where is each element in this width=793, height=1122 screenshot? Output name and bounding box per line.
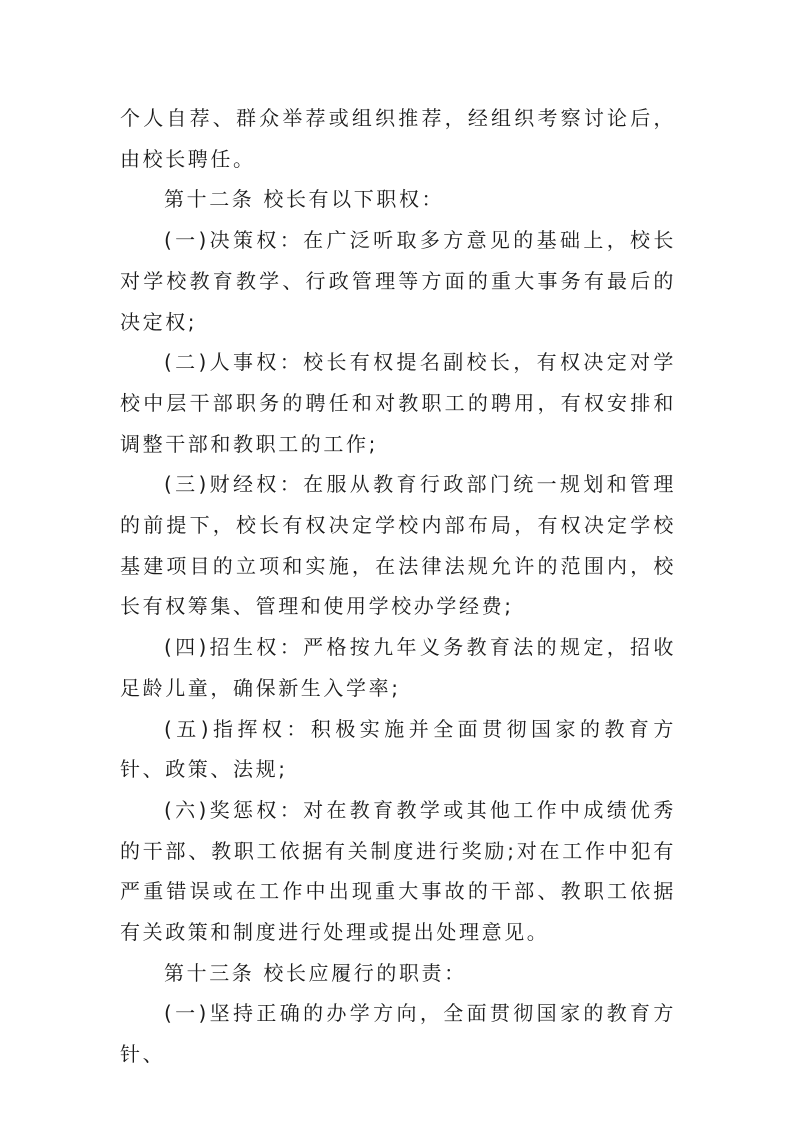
clause-decision-power: (一)决策权：在广泛听取多方意见的基础上，校长对学校教育教学、行政管理等方面的重大事务有最后的决定权; — [120, 228, 676, 334]
clause-reward-punish-power: (六)奖惩权：对在教育教学或其他工作中成绩优秀的干部、教职工依据有关制度进行奖励;对在工作中犯有严重错误或在工作中出现重大事故的干部、教职工依据有关政策和制度进行处理或提出处理意见。 — [120, 797, 676, 945]
clause-personnel-power: (二)人事权：校长有权提名副校长，有权决定对学校中层干部职务的聘任和对教职工的聘用，有权安排和调整干部和教职工的工作; — [120, 350, 676, 456]
clause-command-power: (五)指挥权：积极实施并全面贯彻国家的教育方针、政策、法规; — [120, 716, 676, 782]
document-body — [120, 98, 676, 1075]
clause-enrollment-power: (四)招生权：严格按九年义务教育法的规定，招收足龄儿童，确保新生入学率; — [120, 635, 676, 700]
article-13-heading: 第十三条 校长应履行的职责： — [164, 960, 467, 985]
clause-finance-power: (三)财经权：在服从教育行政部门统一规划和管理的前提下，校长有权决定学校内部布局，有权决定学校基建项目的立项和实施，在法律法规允许的范围内，校长有权筹集、管理和使用学校办学经费; — [120, 472, 676, 619]
article-12-heading: 第十二条 校长有以下职权： — [164, 187, 445, 212]
paragraph-continuation: 个人自荐、群众举荐或组织推荐，经组织考察讨论后，由校长聘任。 — [120, 106, 676, 171]
duty-clause-1: (一)坚持正确的办学方向，全面贯彻国家的教育方针、 — [120, 1001, 676, 1067]
